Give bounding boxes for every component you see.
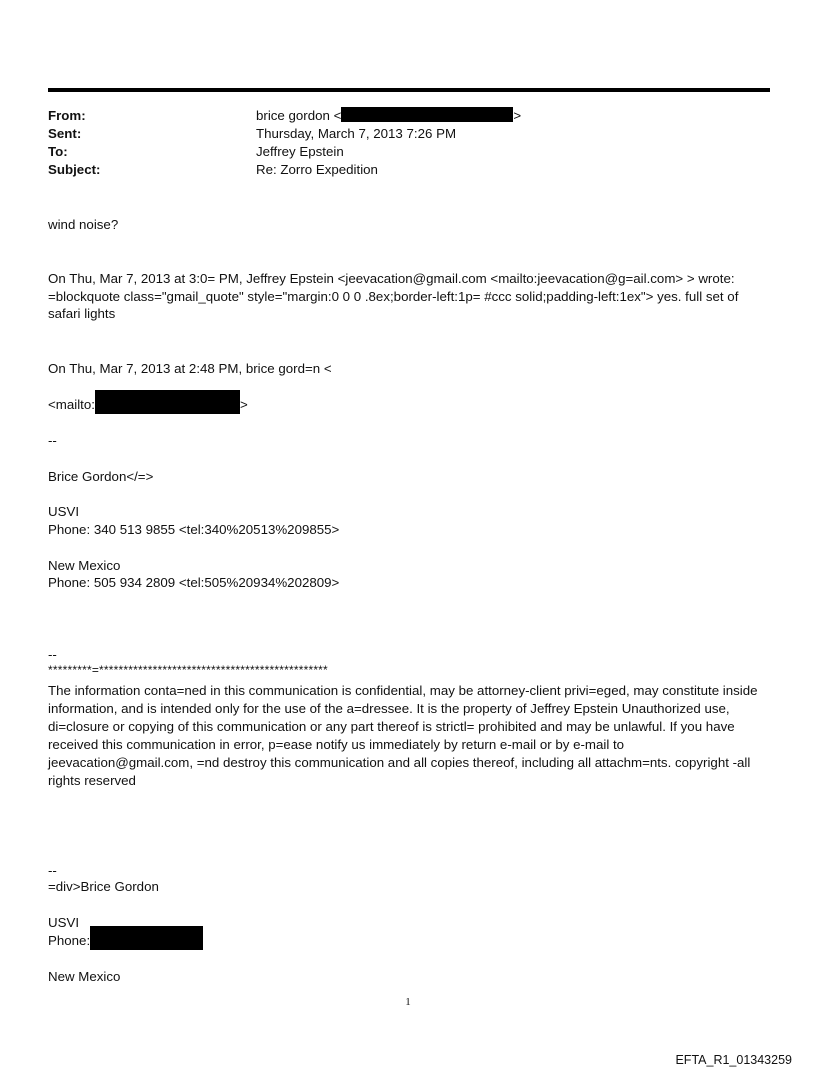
- nm-phone: Phone: 505 934 2809 <tel:505%20934%202809>: [48, 575, 340, 590]
- signature-name: Brice Gordon</=>: [48, 469, 154, 484]
- page-number: 1: [405, 996, 411, 1008]
- mailto-suffix: >: [239, 397, 248, 412]
- signature-separator: --: [48, 433, 57, 448]
- usvi2-label: USVI: [48, 915, 80, 930]
- sent-value: Thursday, March 7, 2013 7:26 PM: [256, 126, 457, 141]
- mailto-line: [48, 396, 770, 414]
- redaction-box: [95, 390, 240, 414]
- stars-line: *********=***********************************************: [48, 663, 328, 677]
- from-name: brice gordon <: [256, 108, 342, 123]
- usvi-phone: Phone: 340 513 9855 <tel:340%20513%209855>: [48, 522, 340, 537]
- disclaimer-separator: --: [48, 647, 57, 662]
- subject-value: Re: Zorro Expedition: [256, 162, 378, 177]
- from-label: From:: [48, 108, 86, 123]
- phone2-label: Phone:: [48, 933, 91, 948]
- nm2-label: New Mexico: [48, 969, 121, 984]
- mailto-prefix: <mailto:: [48, 397, 95, 412]
- email-header: [48, 108, 770, 180]
- disclaimer-text: The information conta=ned in this communication is confidential, may be attorney-client privi=eged, may constitute inside information, and is intended only for the use of the a=dressee. It is the property of Jeffrey Epstein Unauthorized use, di=closure or copying of this communication or any part thereof is strictl= prohibited and may be unlawful. If you have received this communication in error, p=ease notify us immediately by return e-mail or by e-mail to jeevacation@gmail.com, =nd destroy this communication and all copies thereof, including all attachm=nts. copyright -all rights reserved: [48, 683, 758, 788]
- bates-id: EFTA_R1_01343259: [675, 1053, 792, 1067]
- redaction-box: [341, 107, 513, 122]
- from-value: [256, 108, 521, 123]
- header-rule: [48, 88, 770, 92]
- quote2-intro: On Thu, Mar 7, 2013 at 2:48 PM, brice gord=n <: [48, 361, 332, 376]
- reply-text: wind noise?: [48, 217, 119, 232]
- redaction-box: [90, 926, 203, 950]
- signature2-name: =div>Brice Gordon: [48, 879, 159, 894]
- from-end: >: [513, 108, 522, 123]
- to-label: To:: [48, 144, 68, 159]
- nm-label: New Mexico: [48, 558, 121, 573]
- phone2-line: [48, 932, 770, 950]
- subject-label: Subject:: [48, 162, 101, 177]
- signature2-separator: --: [48, 863, 57, 878]
- usvi-label: USVI: [48, 504, 80, 519]
- to-value: Jeffrey Epstein: [256, 144, 344, 159]
- quoted-message: On Thu, Mar 7, 2013 at 3:0= PM, Jeffrey Epstein <jeevacation@gmail.com <mailto:jeevacation@g=ail.com> > wrote: =blockquote class="gmail_quote" style="margin:0 0 0 .8ex;border-left:1p= #ccc solid;padding-left:1ex"> yes. full set of safari lights: [48, 271, 739, 321]
- sent-label: Sent:: [48, 126, 82, 141]
